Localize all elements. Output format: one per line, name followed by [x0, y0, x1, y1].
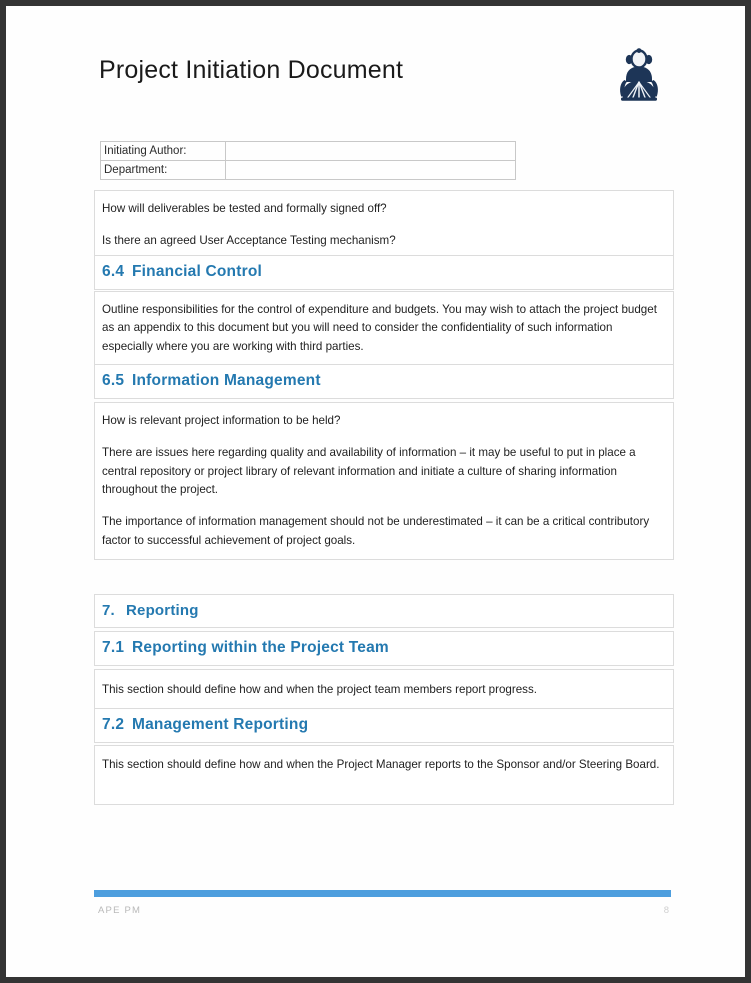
section-7-1-body-block: [94, 669, 674, 711]
section-7-1-paragraph-1: This section should define how and when the project team members report progress.: [102, 683, 537, 696]
section-7-2-paragraph-1: This section should define how and when the Project Manager reports to the Sponsor and/or Steering Board.: [102, 758, 660, 771]
section-7-title: Reporting: [126, 602, 199, 619]
section-7-2-number: 7.2: [102, 716, 125, 733]
intro-paragraph-1: How will deliverables be tested and formally signed off?: [102, 202, 387, 215]
section-7-number: 7.: [102, 602, 115, 619]
intro-paragraph-2: Is there an agreed User Acceptance Testing mechanism?: [102, 234, 396, 248]
initiating-author-table: [100, 141, 516, 180]
department-label: Department:: [101, 161, 226, 180]
department-value[interactable]: [226, 161, 516, 180]
section-6-5-number: 6.5: [102, 372, 125, 389]
section-7-1-title: Reporting within the Project Team: [132, 639, 389, 656]
section-7-1-heading: [95, 632, 673, 665]
section-7-1-number: 7.1: [102, 639, 125, 656]
section-6-4-paragraph-1: Outline responsibilities for the control of expenditure and budgets. You may wish to attach the project budget as an appendix to this document but you will need to consider the confidentiality of such information especially where you are working with third parties.: [102, 303, 657, 353]
table-row: [101, 161, 516, 180]
section-7-1-heading-block: [94, 631, 674, 666]
section-7-2-heading-block: [94, 708, 674, 743]
section-7-2-body-block: [94, 745, 674, 805]
section-6-5-paragraph-1: How is relevant project information to be held?: [102, 414, 341, 427]
section-6-4-heading-block: [94, 255, 674, 290]
section-7-heading-block: [94, 594, 674, 628]
intro-text-block: [94, 190, 674, 261]
section-6-4-title: Financial Control: [132, 263, 262, 280]
footer-page-number: 8: [663, 905, 669, 916]
section-6-5-paragraph-2: There are issues here regarding quality and availability of information – it may be useful to put in place a central repository or project library of relevant information and initiate a culture of sharing information throughout the project.: [102, 446, 636, 496]
section-6-5-heading-block: [94, 364, 674, 399]
section-7-heading: [95, 595, 673, 627]
section-6-4-heading: [95, 256, 673, 289]
table-row: [101, 142, 516, 161]
section-7-2-title: Management Reporting: [132, 716, 309, 733]
section-6-5-body-block: [94, 402, 674, 560]
seated-figure-logo-icon: [616, 48, 662, 102]
page-title: Project Initiation Document: [99, 56, 404, 84]
footer-divider-bar: [94, 890, 671, 897]
section-6-4-number: 6.4: [102, 263, 125, 280]
document-page: [6, 6, 745, 977]
section-6-5-paragraph-3: The importance of information management should not be underestimated – it can be a critical contributory factor to successful achievement of project goals.: [102, 515, 650, 547]
footer-organisation-label: APE PM: [98, 905, 142, 916]
document-header: [94, 48, 674, 118]
initiating-author-label: Initiating Author:: [101, 142, 226, 161]
initiating-author-value[interactable]: [226, 142, 516, 161]
section-7-2-heading: [95, 709, 673, 742]
section-6-5-heading: [95, 365, 673, 398]
page-footer: [94, 905, 671, 921]
section-6-4-body-block: [94, 291, 674, 366]
section-6-5-title: Information Management: [132, 372, 321, 389]
